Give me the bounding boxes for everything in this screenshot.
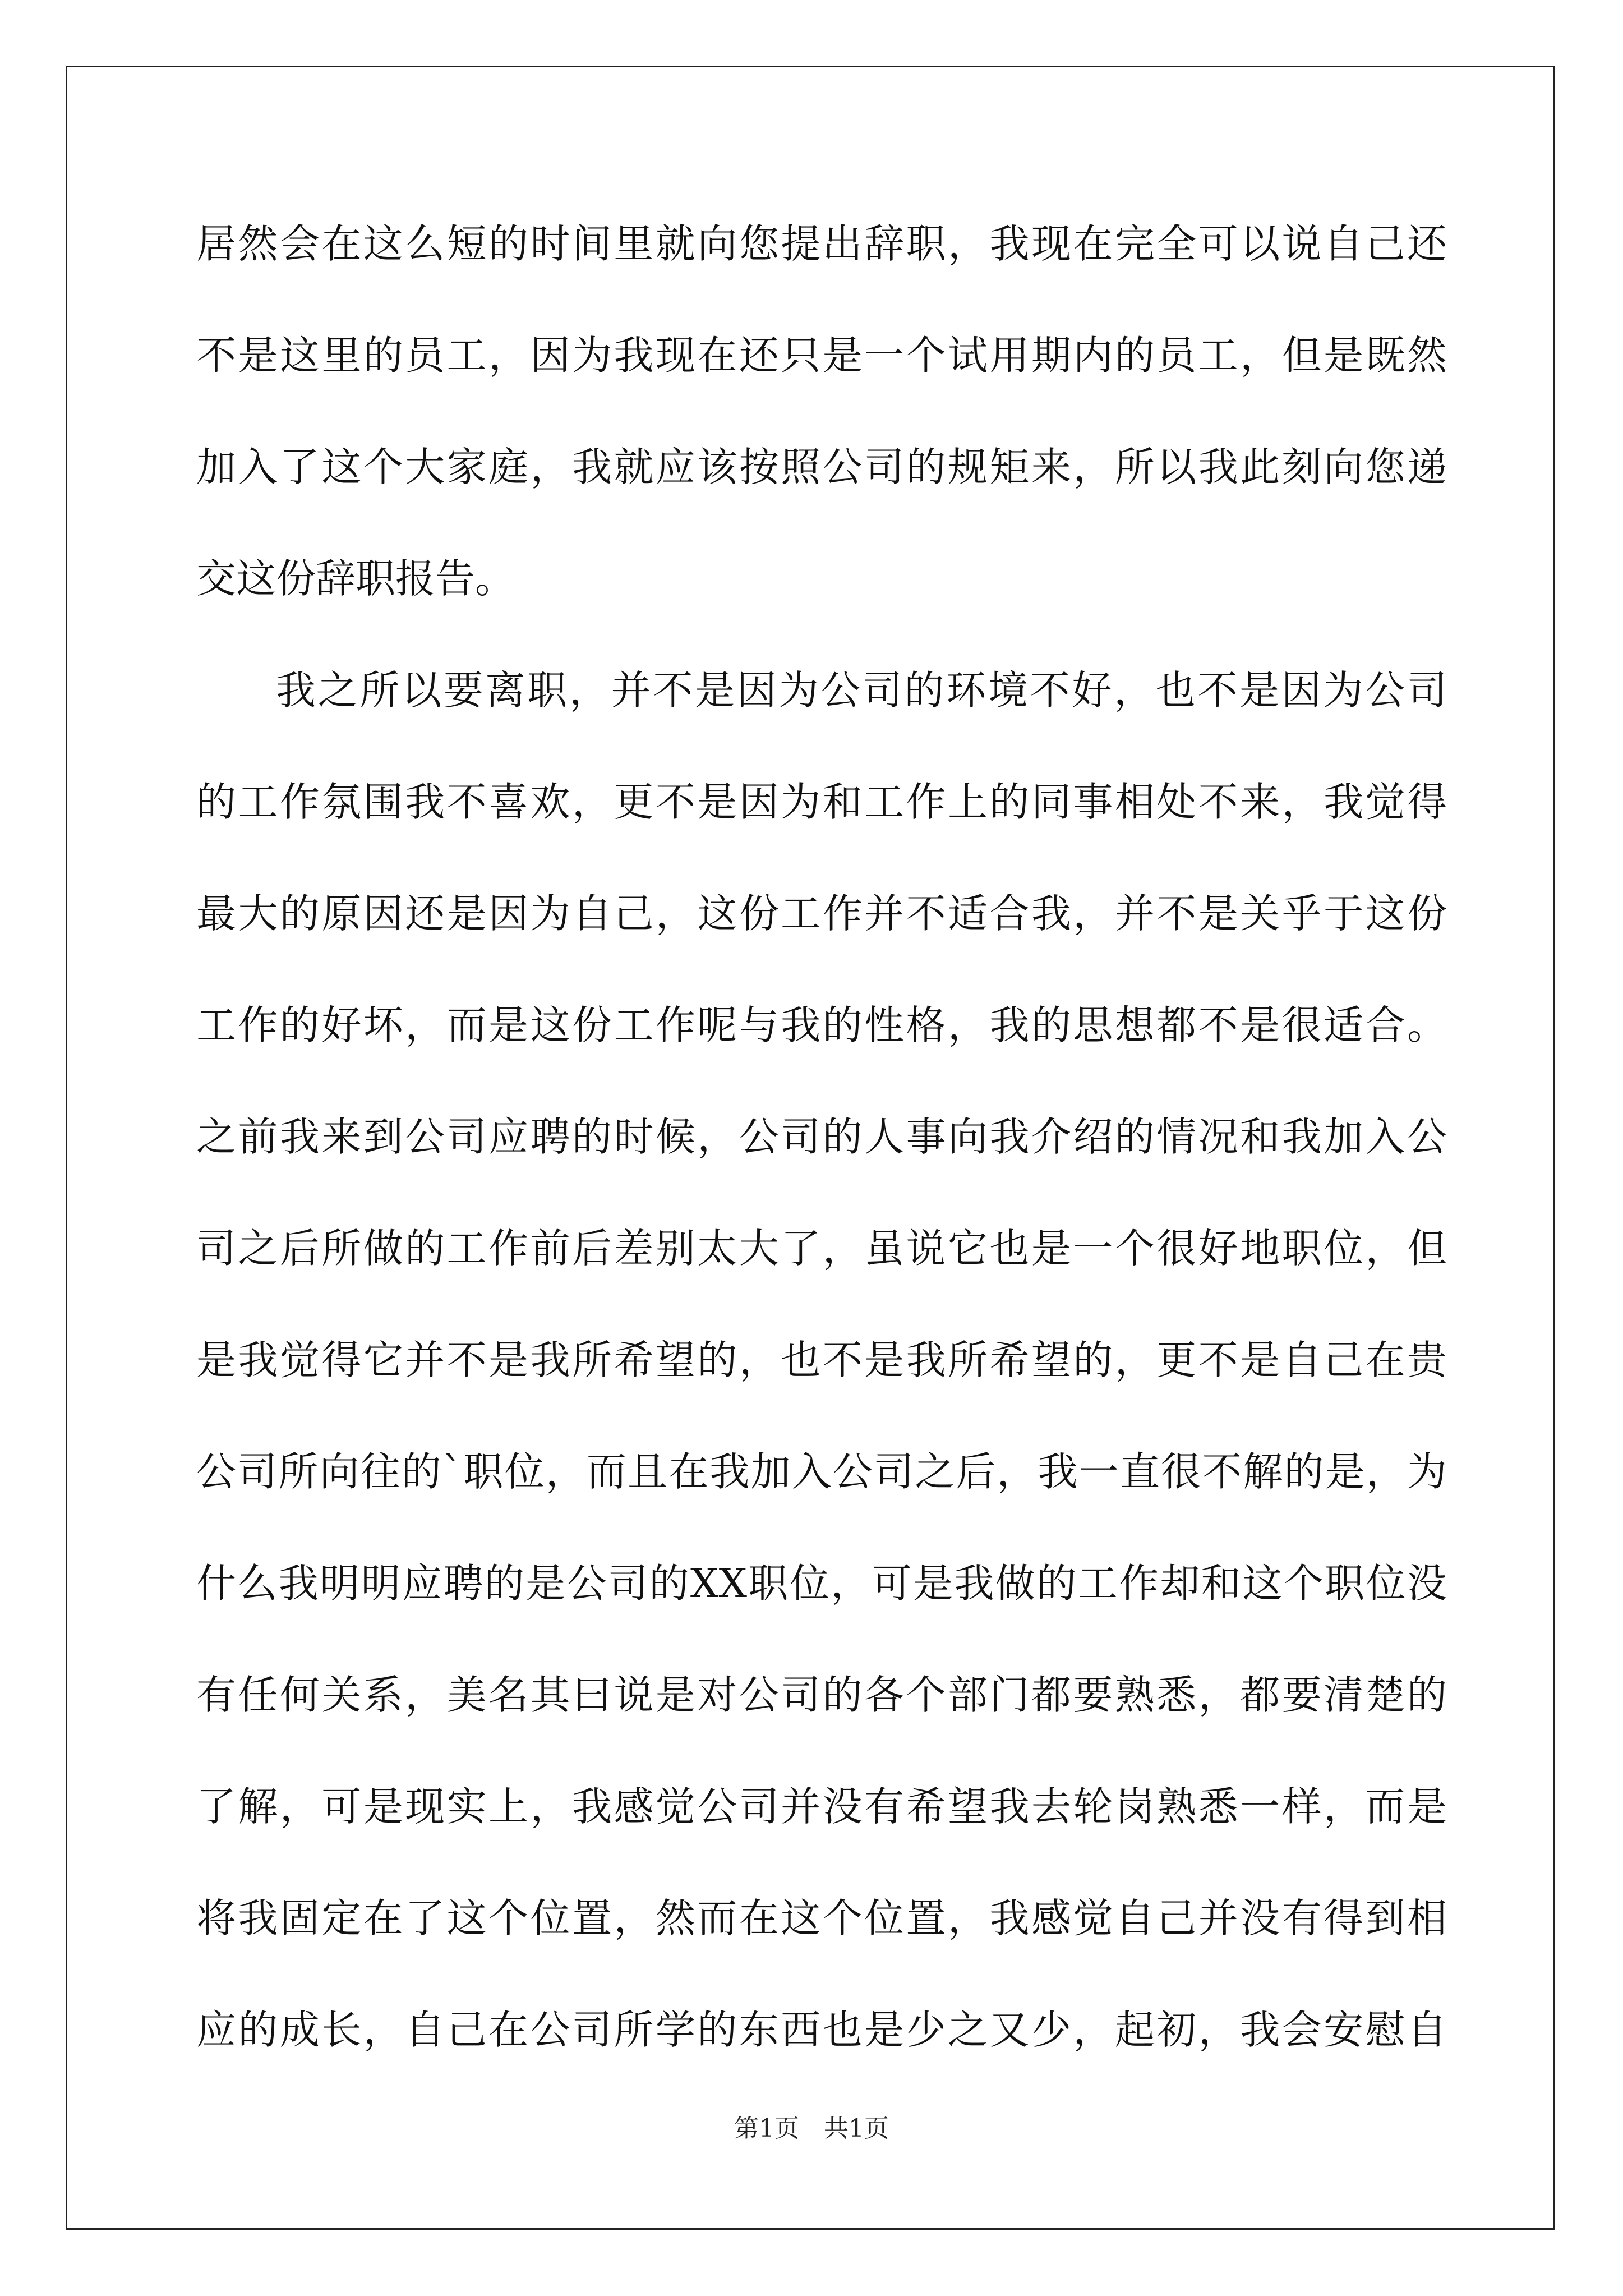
text-line: 应的成长，自己在公司所学的东西也是少之又少，起初，我会安慰自 [196, 2007, 1447, 2053]
text-line: 最大的原因还是因为自己，这份工作并不适合我，并不是关乎于这份 [196, 890, 1447, 937]
text-line: 将我固定在了这个位置，然而在这个位置，我感觉自己并没有得到相 [196, 1895, 1447, 1941]
paragraph-start-line: 我之所以要离职，并不是因为公司的环境不好，也不是因为公司 [276, 667, 1447, 714]
text-line: 不是这里的员工，因为我现在还只是一个试用期内的员工，但是既然 [196, 332, 1447, 379]
text-line: 的工作氛围我不喜欢，更不是因为和工作上的同事相处不来，我觉得 [196, 779, 1447, 825]
text-line: 了解，可是现实上，我感觉公司并没有希望我去轮岗熟悉一样，而是 [196, 1783, 1447, 1830]
text-line: 加入了这个大家庭，我就应该按照公司的规矩来，所以我此刻向您递 [196, 444, 1447, 490]
text-line: 居然会在这么短的时间里就向您提出辞职，我现在完全可以说自己还 [196, 220, 1447, 267]
text-line: 之前我来到公司应聘的时候，公司的人事向我介绍的情况和我加入公 [196, 1114, 1447, 1160]
text-line: 是我觉得它并不是我所希望的，也不是我所希望的，更不是自己在贵 [196, 1337, 1447, 1383]
text-line: 工作的好坏，而是这份工作呢与我的性格，我的思想都不是很适合。 [196, 1002, 1447, 1048]
page-footer: 第1页 共1页 [734, 2114, 889, 2143]
text-line: 交这份辞职报告。 [196, 555, 515, 602]
text-line: 司之后所做的工作前后差别太大了，虽说它也是一个很好地职位，但 [196, 1225, 1447, 1272]
text-line: 什么我明明应聘的是公司的XX职位，可是我做的工作却和这个职位没 [196, 1560, 1447, 1607]
text-line: 公司所向往的`职位，而且在我加入公司之后，我一直很不解的是，为 [196, 1448, 1447, 1495]
text-line: 有任何关系，美名其曰说是对公司的各个部门都要熟悉，都要清楚的 [196, 1672, 1447, 1718]
document-body [196, 216, 1447, 2114]
